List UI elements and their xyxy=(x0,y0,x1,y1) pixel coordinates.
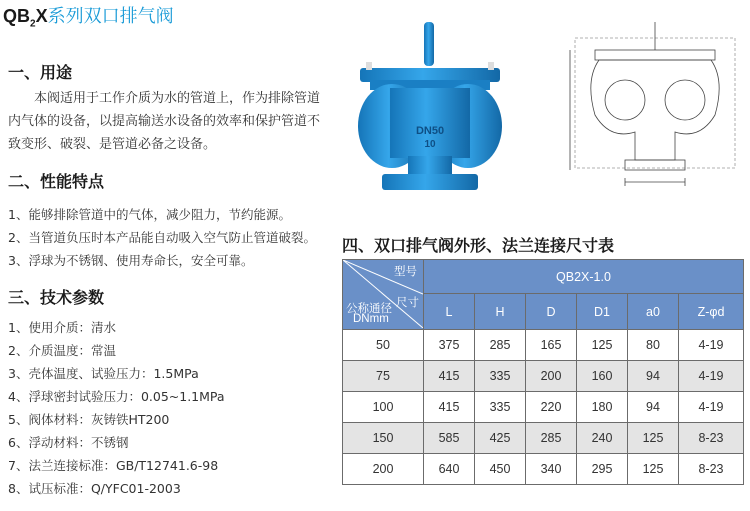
column-header: L xyxy=(424,294,475,330)
table-cell: 150 xyxy=(343,423,424,454)
section-usage-text: 本阀适用于工作介质为水的管道上，作为排除管道内气体的设备，以提高输送水设备的效率和保护管道不致变形、破裂、是管道必备之设备。 xyxy=(8,91,321,152)
valve-dn-label: DN50 xyxy=(415,125,445,137)
table-row xyxy=(343,454,744,485)
column-header: D xyxy=(526,294,577,330)
param-item: 6、浮动材料：不锈钢 xyxy=(8,435,129,450)
table-cell: 94 xyxy=(628,361,679,392)
corner-type-label: 型号 xyxy=(394,266,417,278)
feature-item: 3、浮球为不锈钢、使用寿命长，安全可靠。 xyxy=(8,253,254,268)
table-row xyxy=(343,392,744,423)
section-dimensions-heading: 四、双口排气阀外形、法兰连接尺寸表 xyxy=(342,236,615,255)
table-cell: 8-23 xyxy=(679,423,744,454)
table-cell: 125 xyxy=(577,330,628,361)
param-item: 1、使用介质：清水 xyxy=(8,320,116,335)
table-cell: 94 xyxy=(628,392,679,423)
section-params-heading: 三、技术参数 xyxy=(8,288,105,307)
table-cell: 4-19 xyxy=(679,361,744,392)
table-cell: 80 xyxy=(628,330,679,361)
table-cell: 285 xyxy=(526,423,577,454)
model-code: $QB_2X$ xyxy=(3,6,48,30)
param-item: 5、阀体材料：灰铸铁HT200 xyxy=(8,412,170,427)
corner-dn-unit: DNmm xyxy=(353,313,389,325)
valve-photo xyxy=(330,18,530,218)
table-header-row xyxy=(343,260,744,294)
column-header: D1 xyxy=(577,294,628,330)
table-cell: 125 xyxy=(628,423,679,454)
table-cell: 295 xyxy=(577,454,628,485)
table-cell: 180 xyxy=(577,392,628,423)
series-title: 系列双口排气阀 xyxy=(47,6,174,27)
page-title xyxy=(3,2,174,30)
section-usage-heading: 一、用途 xyxy=(8,63,73,82)
table-cell: 4-19 xyxy=(679,330,744,361)
table-cell: 160 xyxy=(577,361,628,392)
corner-size-label: 尺寸 xyxy=(396,297,419,309)
param-item: 8、试压标准：Q/YFC01-2003 xyxy=(8,481,181,496)
column-header: H xyxy=(475,294,526,330)
table-cell: 8-23 xyxy=(679,454,744,485)
model-header-cell: QB2X-1.0 xyxy=(424,260,744,294)
table-cell: 50 xyxy=(343,330,424,361)
table-cell: 450 xyxy=(475,454,526,485)
table-cell: 220 xyxy=(526,392,577,423)
param-item: 4、浮球密封试验压力：0.05~1.1MPa xyxy=(8,389,225,404)
table-cell: 100 xyxy=(343,392,424,423)
table-cell: 375 xyxy=(424,330,475,361)
valve-pn-label: 10 xyxy=(424,139,436,150)
table-cell: 200 xyxy=(343,454,424,485)
table-cell: 415 xyxy=(424,392,475,423)
table-row xyxy=(343,423,744,454)
table-cell: 200 xyxy=(526,361,577,392)
table-cell: 340 xyxy=(526,454,577,485)
table-row xyxy=(343,361,744,392)
table-cell: 335 xyxy=(475,392,526,423)
table-cell: 165 xyxy=(526,330,577,361)
column-header: a0 xyxy=(628,294,679,330)
section-features-heading: 二、性能特点 xyxy=(8,172,105,191)
dimensions-table xyxy=(342,259,744,485)
dimension-drawing xyxy=(565,20,745,195)
table-cell: 240 xyxy=(577,423,628,454)
param-item: 3、壳体温度、试验压力：1.5MPa xyxy=(8,366,199,381)
table-corner-cell xyxy=(343,260,424,330)
table-cell: 125 xyxy=(628,454,679,485)
table-cell: 425 xyxy=(475,423,526,454)
feature-item: 1、能够排除管道中的气体，减少阻力，节约能源。 xyxy=(8,207,291,222)
param-item: 2、介质温度：常温 xyxy=(8,343,116,358)
column-header: Z-φd xyxy=(679,294,744,330)
table-cell: 4-19 xyxy=(679,392,744,423)
table-cell: 75 xyxy=(343,361,424,392)
table-row xyxy=(343,330,744,361)
table-cell: 285 xyxy=(475,330,526,361)
feature-item: 2、当管道负压时本产品能自动吸入空气防止管道破裂。 xyxy=(8,230,316,245)
table-cell: 415 xyxy=(424,361,475,392)
table-cell: 640 xyxy=(424,454,475,485)
table-cell: 585 xyxy=(424,423,475,454)
param-item: 7、法兰连接标准：GB/T12741.6-98 xyxy=(8,458,219,473)
table-cell: 335 xyxy=(475,361,526,392)
corner-dn-label: 公称通径 xyxy=(346,303,392,315)
